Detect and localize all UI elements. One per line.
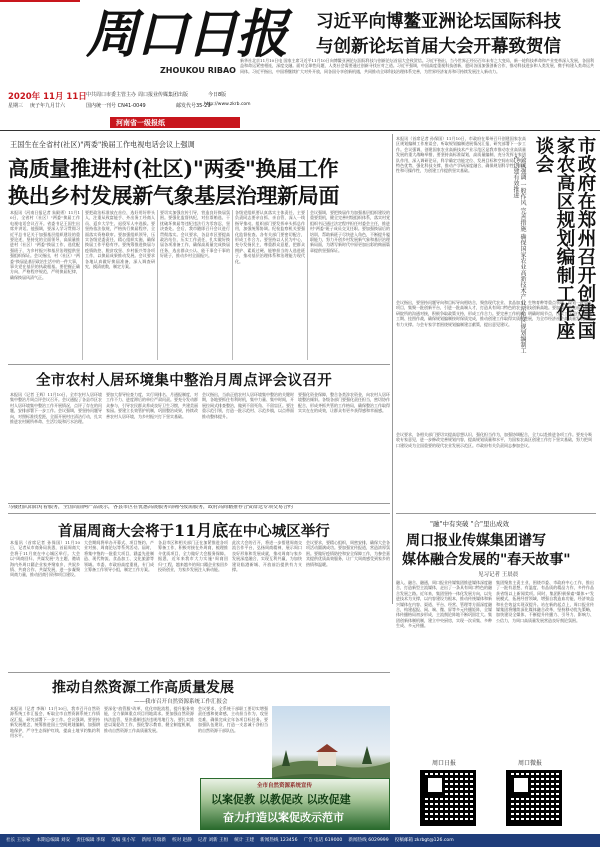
story5-byline: 见习记者 王晨晨 bbox=[478, 572, 519, 578]
story3-body-col3: 各县市区和相关部门正在加紧推进各项筹备工作，积极对接在外周商，梳理推介优质项目，全力做好大会服务保障。据悉，近年来我市大力实施"周商回归"工程，越来越多的周口籍企业家回乡投资创业，为家乡发展注入新动能。 bbox=[158, 540, 228, 573]
right-story-body-bottom: 会议指出，要坚持问题导向和目标导向相结合，聚焦现代农业、食品加工、生物育种等重点领域，谋划一批重大项目，集聚一批创新平台，引进一批高端人才，打造具有周口特色的农业科技创新高地。要加强与省直部门和科研院所的沟通对接，积极争取政策支持，形成工作合力。要完善工作机制，明确时间节点，压实工作责任，倒排工期、挂图作战，确保规划编制按时保质完成，推动创建工作取得实质性进展，为全市经济社会高质量发展提供有力支撑。与会专家学者围绕规划编制建言献策，提出意见建议。 bbox=[396, 300, 592, 327]
qr-label-1: 周口日报 bbox=[432, 760, 457, 767]
footer-item: 新闻 马瑞新 bbox=[141, 838, 166, 843]
top-headline-line1: 习近平向博鳌亚洲论坛国际科技 bbox=[316, 12, 561, 32]
story5-kicker: "融"中有突破 "合"里出成效 bbox=[430, 520, 510, 528]
story5-body-col1: 融入、融合、融通，周口报业传媒集团推进媒体深度融合，打造新型主流媒体，走出了一条具有周口特色的融合发展之路。近年来，集团坚持一体化发展方向，以先进技术为支撑，以内容建设为根本，推动传统媒体和新兴媒体在内容、渠道、平台、经营、管理等方面深度融合，构建起报、网、端、微、屏等多元传播矩阵，全媒体传播格局初步形成，主流舆论阵地不断巩固壮大。集团创新体制机制，建立中央厨房，实现一次采集、多种生成、多元传播。 bbox=[396, 580, 492, 629]
footer-item: 本期总编辑 刘安 bbox=[36, 838, 71, 843]
story3-body-col1: 本报讯（首席记者 孙保国）11月10日，记者从市商务局获悉，首届周商大会将于11月底在中心城区举行。大会以"周商回归、共谋发展"为主题，邀请海内外周口籍企业家齐聚家乡，共叙乡情、共商合作、共谋发展，进一步凝聚周商力量，推动招商引资和项目建设。 bbox=[10, 540, 80, 578]
lead-body-col4: 各级党组织要认真落实主体责任，主要负责同志要亲自抓、亲自管，深入一线指导推动。组织部门要发挥牵头抓总作用，加强统筹协调。纪检监察机关要强化监督检查。各有关部门要密切配合，形成工作合力。要坚持以人民为中心，充分发扬民主，尊重群众意愿，把群众拥护、素质过硬、能够担当的人选进班子，推动基层治理体系和治理能力现代化。 bbox=[235, 210, 305, 264]
honor-label: 河南省一级报纸 bbox=[116, 118, 165, 127]
qr-label-2: 周口微报 bbox=[518, 760, 543, 767]
masthead-pinyin: ZHOUKOU RIBAO bbox=[160, 66, 236, 75]
weekday: 星期三 bbox=[8, 103, 24, 109]
postal-code: 邮发代号35-29 bbox=[176, 103, 211, 109]
website: http://www.zkrb.com bbox=[204, 102, 251, 107]
pages-line: 今日8版 bbox=[208, 92, 227, 98]
footer-item: 新闻热线 6029999 bbox=[348, 838, 389, 843]
ad-line1: 以案促教 以教促改 以改促建 bbox=[211, 793, 351, 806]
top-headline-line2: 与创新论坛首届大会开幕致贺信 bbox=[316, 37, 561, 57]
story3-body-col4: 此次大会的召开，将进一步搭建周商交流合作平台，弘扬周商精神，展示周口良好形象和发展成就，推动周商与家乡发展深度融合，实现互利共赢，为加快建设临港新城、开放前沿提供有力支撑。 bbox=[232, 540, 302, 573]
ad-line2: 奋力打造以案促改示范市 bbox=[223, 811, 344, 824]
story5-title-line2: 媒体融合发展的"春天故事" bbox=[402, 552, 571, 568]
right-story-body-tail: 会议要求，各相关部门要切实提高思想认识，强化担当作为，加强协调配合，全力以赴推进各项工作。要充分吸收专家意见，进一步修改完善规划内容，提高规划质量和水平，为国家农高区创建工作打下坚实基础，努力把周口建设成为全国重要的现代农业发展示范区。市政府有关负责同志参加会议。 bbox=[396, 432, 592, 448]
lead-body-col5: 会议强调，要把换届作为加强基层组织建设的重要契机，健全完善村级组织体系，落实村党组织书记通过法定程序担任村委会主任，推进村"两委"班子成员交叉任职。要加强换届后的培训，帮助新班子尽快进入角色，不断提升履职能力，努力开创乡村发展新气象和基层治理新局面，为谱写新时代中原更加出彩的绚丽篇章提供坚强保证。 bbox=[310, 210, 390, 253]
story3-title-bold: 11月底 bbox=[174, 521, 229, 540]
ad-banner bbox=[200, 778, 390, 830]
publisher-line: 中共周口市委主管主办 bbox=[86, 92, 137, 98]
story3-title-suffix: 在中心城区举行 bbox=[228, 523, 330, 540]
story4-body-col2: 要深化"放管服"改革，优化审批流程，提升服务效能，全力保障重点项目用地需求。要加强自然资源执法监管，坚决遏制违法违规用地行为。要扎实推进以案促改工作，强化警示教育，健全制度机制，推动自然资源工作高质量发展。 bbox=[104, 706, 194, 733]
story5-body-col2: 集团聚焦主责主业，围绕市委、市政府中心工作，推出了一批有思想、有温度、有品质的精品力作，多件作品获省级以上新闻奖项。同时，集团积极探索"媒体+"发展模式，拓展经营领域，增强自我造血功能，经济效益和社会效益实现双提升。站在新的起点上，周口报业传媒集团将继续深化媒体融合改革，坚持移动优先策略，加快建设全媒体，不断提升传播力、引导力、影响力、公信力，为周口高质量发展营造良好舆论氛围。 bbox=[496, 580, 594, 623]
footer-item: 责任编辑 李琛 bbox=[76, 838, 106, 843]
lead-kicker: 王国生在全省村(社区)"两委"换届工作电视电话会议上强调 bbox=[10, 140, 195, 149]
footer-item: 校对 赵静 bbox=[171, 838, 192, 843]
footer-bar bbox=[0, 834, 600, 847]
footer-item: 统计 王建 bbox=[234, 838, 255, 843]
lunar-date: 庚子年九月廿六 bbox=[30, 103, 66, 109]
lead-body-col1: 本报讯（河南日报记者 朱殿勇）11月10日，全省村（社区）"两委"换届工作电视电话会议召开。省委书记王国生出席并讲话。他强调，要深入学习贯彻习近平总书记关于加强基层组织建设的重要论述，坚持党的全面领导，高质量推进村（社区）"两委"换届工作，选优配强班子，为乡村振兴和基层治理提供坚强组织保证。会议指出，村（社区）"两委"换届是基层政治生活中的一件大事，事关党在基层的执政根基。要把握正确方向，严格程序规范，严明换届纪律，确保换届风清气正。 bbox=[10, 210, 80, 280]
footer-item: 社长 王宗家 bbox=[6, 838, 31, 843]
story4-body-col3: 会议要求，全系统干部职工要切实增强责任感和使命感，主动担当作为，攻坚克难，确保完成全年各项目标任务。要加强队伍建设，打造一支忠诚干净担当的自然资源干部队伍。 bbox=[198, 706, 268, 733]
story3-banner: 马楼团队阳阳对着服务，全国周前两产品展示，各县市区在优惠高展服务周期内按需服务，政府高商籍推荐合资群送专项交易合约 bbox=[8, 505, 294, 510]
story2-body-col3: 会议指出，当前正值农村人居环境集中整治的关键时期，各地要抓住有利时机，集中力量、集中时间，开展拉网式排查整治，做到不留死角、不留盲区。要注重示范引领，打造一批示范村、示范乡镇，以点带面推动整体提升。 bbox=[202, 392, 294, 419]
right-story-subtitle-text: 会议强调 一般作风 完善措施 确保国家农业高新技术产业示范区规划编制工作创建有效推进 bbox=[512, 156, 526, 354]
story3-title bbox=[58, 518, 330, 541]
masthead-logo: 周口日报 bbox=[86, 4, 287, 65]
story3-body-col5: 会议要求，要精心组织，周密安排，确保大会各项活动圆满成功。要加强宣传报道，营造浓厚氛围。要做好疫情防控和安全保障工作，为参会嘉宾提供优质高效服务，让广大周商感受到家乡的热情和温暖。 bbox=[306, 540, 390, 567]
story2-body-col2: 要加大督导检查力度，实行周排名、月通报制度，对工作不力、进度滞后的单位严肃问责。要充分发动群众参与，引导农民群众养成良好卫生习惯，共建美丽家园。要建立长效管护机制，巩固整治成果，持续改善农村人居环境，为乡村振兴打下坚实基础。 bbox=[106, 392, 198, 419]
right-story-title-text: 市政府在郑州召开创建国家农高区规划编制工作座谈会 bbox=[533, 136, 596, 340]
qr-code-2 bbox=[506, 770, 562, 826]
story4-title: 推动自然资源工作高质量发展 bbox=[52, 680, 234, 696]
footer-item: 美编 张小军 bbox=[111, 838, 136, 843]
lead-body-col2: 要把政治标准放在首位，选好用好带头人，注重从致富能手、外出务工经商人员、返乡大学生、退役军人中选拔。要坚持依法依规，严格执行换届程序，全面落实资格联审。要加强组织领导，压实各级党委责任，精心组织实施，确保换届工作平稳有序。要统筹推进换届与疫情防控、脱贫攻坚、乡村振兴等各项工作，以换届成果推动发展。会议要求各地认真做好换届准备，深入调查研究，摸清底数，制定方案。 bbox=[85, 210, 155, 270]
story2-title: 全市农村人居环境集中整治月周点评会议召开 bbox=[36, 372, 332, 389]
lead-title-line1: 高质量推进村(社区)"两委"换届工作 bbox=[8, 156, 339, 181]
story2-body-col4: 要强化资金保障，整合各类涉农资金，向农村人居环境整治倾斜。各级各部门要强化责任担当，密切协作配合，形成齐抓共管的工作格局，确保整治工作取得实实在在的成效，让群众有更多获得感和幸福感。 bbox=[298, 392, 390, 414]
group-line: 周口报业传媒集团出版 bbox=[138, 92, 189, 98]
qr-code-1 bbox=[420, 770, 476, 826]
footer-item: 投稿邮箱 zkrbgt@126.com bbox=[394, 838, 454, 843]
footer-item: 广告 电话 619000 bbox=[303, 838, 343, 843]
story4-subtitle: ——我市召开自然资源系统工作汇报会 bbox=[134, 699, 228, 705]
story3-title-prefix: 首届周商大会将于 bbox=[58, 523, 174, 540]
story2-body-col1: 本报讯（记者 王辉）11月10日，全市农村人居环境集中整治月周点评会议召开。会议通报了各县市区农村人居环境集中整治工作开展情况，点评了存在的问题，安排部署下一步工作。会议强调，要坚持问题导向，对照标准找差距，全面开展村庄清洁行动，扎实推进农村厕所革命、生活垃圾和污水治理。 bbox=[10, 392, 102, 425]
lead-title-line2: 换出乡村发展新气象基层治理新局面 bbox=[8, 183, 340, 208]
story4-body-col1: 本报讯（记者 李瑞）11月10日，我市召开自然资源系统工作汇报会，听取全市自然资源系统工作情况汇报，研究部署下一步工作。会议强调，要坚持新发展理念，统筹推进国土空间规划编制，加强耕地保护，严守生态保护红线，提高土地节约集约利用水平。 bbox=[10, 706, 100, 739]
story5-title-line1: 周口报业传媒集团谱写 bbox=[406, 533, 546, 549]
issue-date: 2020年 11月 11日 bbox=[8, 92, 87, 102]
top-headline-body: 新华社北京11月10日电 国家主席习近平11月10日向博鳌亚洲论坛国际科技与创新论坛首届大会致贺信。习近平指出，当今世界正经历百年未有之大变局，新一轮科技革命和产业变革深入发展，各国利益和命运紧密相连，深度交融。面对全球性问题，人类社会需要通过创新寻找应对之道。习近平强调，中国高度重视科技创新，愿同各国加强创新合作，推动科技进步和人类发展，携手构建人类命运共同体。习近平指出，中国将继续扩大对外开放，同各国分享创新机遇，共同推动全球科技治理体系完善，为世界经济复苏和可持续发展注入新动力。 bbox=[240, 58, 594, 74]
story3-body-col2: 大会期间将举办开幕式、项目签约、产业对接、周商论坛等系列活动。届时，将集中签约一批重大项目，涵盖先进制造、现代物流、食品加工、文化旅游等领域。市委、市政府高度重视，专门成立筹备工作领导小组，制定工作方案。 bbox=[84, 540, 154, 573]
footer-item: 新闻热线 123456 bbox=[260, 838, 298, 843]
ad-small: 全市自然资源系统宣传 bbox=[257, 783, 313, 789]
footer-item: 记者 刘新 王恒 bbox=[197, 838, 229, 843]
cn-number: 国内统一刊号 CN41-0049 bbox=[86, 103, 146, 109]
right-story-body-top: 本报讯（首席记者 孙保国）11月10日，市政府在郑州召开创建国家农高区规划编制工作座谈会，听取规划编制进展情况汇报，研究部署下一步工作。会议强调，创建国家农业高新技术产业示范区是我市推动农业高质量发展的重大战略举措，要坚持高标准谋划，高质量编制，充分发挥专家团队作用，深入调研论证，科学确定功能定位、发展目标和空间布局，突出特色优势，强化科技支撑，推动产学研深度融合，确保规划科学性、前瞻性和可操作性，为创建工作提供坚实基础。 bbox=[396, 136, 526, 174]
lead-body-col3: 要切实加强宣传引导，营造良好换届氛围。要强化监督执纪，对拉票贿选、干扰破坏换届等违纪违法行为零容忍，坚决查处。会后，我市随即召开会议进行贯彻落实。会议要求，各县市区要提高政治站位，压实工作责任，扎实做好换届各项准备工作，确保高质量完成换届任务，选出群众公认、能干事会干事的好班子，推动乡村全面振兴。 bbox=[160, 210, 230, 259]
